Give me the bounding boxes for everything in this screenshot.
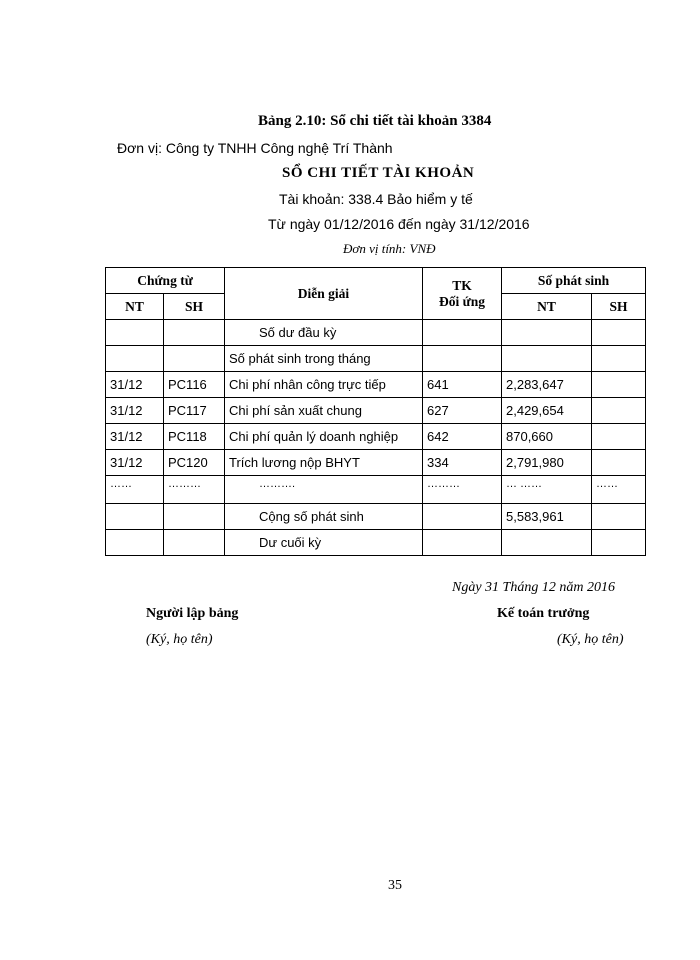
cell-credit	[592, 372, 646, 398]
currency-unit: Đơn vị tính: VNĐ	[343, 241, 436, 256]
table-caption: Bảng 2.10: Sổ chi tiết tài khoản 3384	[258, 113, 492, 129]
cell-counter-account: ………	[423, 476, 502, 504]
header-counter-account	[423, 268, 502, 320]
table-row	[106, 476, 646, 504]
chief-sign-note: (Ký, họ tên)	[557, 632, 624, 647]
cell-description: ……….	[225, 476, 423, 504]
preparer-sign-note: (Ký, họ tên)	[146, 632, 213, 647]
cell-counter-account: 627	[423, 398, 502, 424]
ledger-title: SỔ CHI TIẾT TÀI KHOẢN	[282, 165, 475, 181]
cell-counter-account: 642	[423, 424, 502, 450]
cell-date: 31/12	[106, 372, 164, 398]
cell-description: Chi phí quản lý doanh nghiệp	[225, 424, 423, 450]
header-voucher: Chứng từ	[106, 268, 225, 294]
header-debit: NT	[502, 294, 592, 320]
cell-counter-account	[423, 504, 502, 530]
preparer-label: Người lập bảng	[146, 606, 239, 621]
chief-accountant-label: Kế toán trưởng	[497, 606, 590, 621]
cell-description: Dư cuối kỳ	[225, 530, 423, 556]
cell-description: Trích lương nộp BHYT	[225, 450, 423, 476]
cell-credit	[592, 398, 646, 424]
header-credit: SH	[592, 294, 646, 320]
cell-counter-account	[423, 346, 502, 372]
cell-date: 31/12	[106, 398, 164, 424]
table-row	[106, 372, 646, 398]
cell-credit	[592, 320, 646, 346]
company-unit: Đơn vị: Công ty TNHH Công nghệ Trí Thành	[117, 140, 393, 156]
cell-counter-account	[423, 530, 502, 556]
ledger-table	[105, 267, 646, 556]
cell-voucher-no: PC118	[164, 424, 225, 450]
cell-debit	[502, 346, 592, 372]
cell-description: Số dư đầu kỳ	[225, 320, 423, 346]
cell-voucher-no: PC117	[164, 398, 225, 424]
period-line: Từ ngày 01/12/2016 đến ngày 31/12/2016	[268, 216, 530, 232]
header-doi-ung: Đối ứng	[439, 293, 485, 309]
cell-debit	[502, 320, 592, 346]
cell-credit	[592, 504, 646, 530]
cell-counter-account	[423, 320, 502, 346]
cell-voucher-no: ………	[164, 476, 225, 504]
cell-credit	[592, 424, 646, 450]
cell-date: 31/12	[106, 424, 164, 450]
table-row	[106, 346, 646, 372]
page-number: 35	[388, 878, 402, 893]
cell-date	[106, 320, 164, 346]
table-row	[106, 450, 646, 476]
cell-date	[106, 346, 164, 372]
cell-debit: 2,283,647	[502, 372, 592, 398]
cell-date: ……	[106, 476, 164, 504]
cell-debit: 870,660	[502, 424, 592, 450]
table-row	[106, 424, 646, 450]
table-row	[106, 398, 646, 424]
cell-date	[106, 504, 164, 530]
cell-description: Cộng số phát sinh	[225, 504, 423, 530]
cell-voucher-no	[164, 504, 225, 530]
table-row	[106, 530, 646, 556]
cell-debit: … ……	[502, 476, 592, 504]
cell-debit	[502, 530, 592, 556]
cell-credit	[592, 530, 646, 556]
header-sh: SH	[164, 294, 225, 320]
cell-counter-account: 334	[423, 450, 502, 476]
header-amount: Số phát sinh	[502, 268, 646, 294]
table-row	[106, 504, 646, 530]
cell-date	[106, 530, 164, 556]
cell-voucher-no	[164, 530, 225, 556]
signature-date: Ngày 31 Tháng 12 năm 2016	[452, 580, 615, 595]
cell-credit: ……	[592, 476, 646, 504]
cell-debit: 2,429,654	[502, 398, 592, 424]
header-tk: TK	[452, 277, 472, 293]
cell-description: Số phát sinh trong tháng	[225, 346, 423, 372]
cell-voucher-no: PC120	[164, 450, 225, 476]
cell-debit: 5,583,961	[502, 504, 592, 530]
cell-credit	[592, 346, 646, 372]
header-nt: NT	[106, 294, 164, 320]
header-description: Diễn giải	[225, 268, 423, 320]
cell-voucher-no	[164, 346, 225, 372]
cell-date: 31/12	[106, 450, 164, 476]
cell-credit	[592, 450, 646, 476]
cell-counter-account: 641	[423, 372, 502, 398]
cell-voucher-no: PC116	[164, 372, 225, 398]
cell-description: Chi phí nhân công trực tiếp	[225, 372, 423, 398]
cell-description: Chi phí sản xuất chung	[225, 398, 423, 424]
cell-voucher-no	[164, 320, 225, 346]
account-line: Tài khoản: 338.4 Bảo hiểm y tế	[279, 191, 473, 207]
table-row	[106, 320, 646, 346]
cell-debit: 2,791,980	[502, 450, 592, 476]
